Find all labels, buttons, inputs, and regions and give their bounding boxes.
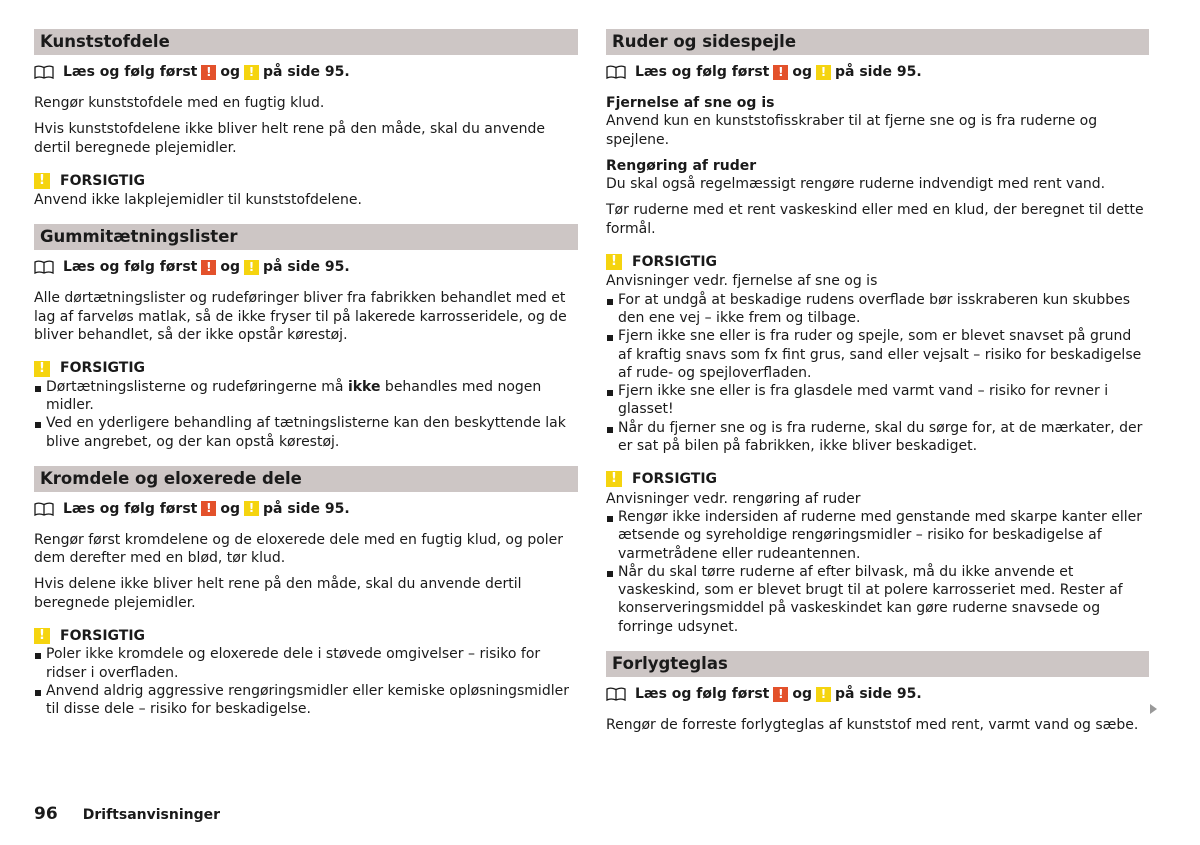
book-icon bbox=[606, 65, 626, 79]
page-number: 96 bbox=[34, 804, 58, 824]
paragraph: Hvis kunststofdelene ikke bliver helt rene på den måde, skal du anvende dertil beregnede plejemidler. bbox=[34, 121, 545, 156]
chapter-title: Driftsanvisninger bbox=[82, 807, 221, 823]
right-column bbox=[606, 29, 1149, 734]
warning-label: FORSIGTIG bbox=[60, 172, 146, 189]
danger-badge-icon: ! bbox=[201, 260, 216, 275]
see-reference bbox=[606, 685, 1149, 703]
warning-list bbox=[34, 645, 578, 718]
paragraph: Anvend kun en kunststofisskraber til at fjerne sne og is fra ruderne og spejlene. bbox=[606, 113, 1098, 148]
warning-text: Anvend ikke lakplejemidler til kunststofdelene. bbox=[34, 192, 362, 209]
see-reference-post: på side 95. bbox=[263, 259, 350, 276]
warning-title bbox=[34, 359, 578, 377]
see-reference-pre: Læs og følg først bbox=[63, 64, 198, 80]
book-icon bbox=[34, 65, 54, 79]
warning-badge-icon: ! bbox=[816, 687, 831, 702]
see-reference bbox=[34, 63, 578, 81]
warning-box bbox=[34, 359, 578, 450]
see-reference-post: på side 95. bbox=[263, 64, 350, 80]
section-heading-ruder-og-sidespejle: Ruder og sidespejle bbox=[606, 29, 1149, 55]
list-item-text: behandles med nogen midler. bbox=[46, 378, 542, 413]
emphasis-text: ikke bbox=[347, 378, 381, 395]
warning-exclamation-icon: ! bbox=[34, 361, 50, 377]
warning-list bbox=[606, 291, 1149, 456]
see-reference-mid: og bbox=[220, 64, 240, 80]
list-item: Fjern ikke sne eller is fra glasdele med varmt vand – risiko for revner i glasset! bbox=[606, 382, 1149, 419]
paragraph: Hvis delene ikke bliver helt rene på den måde, skal du anvende dertil beregnede plejemidler. bbox=[34, 576, 522, 611]
warning-exclamation-icon: ! bbox=[34, 628, 50, 644]
see-reference-mid: og bbox=[220, 259, 240, 276]
left-column bbox=[34, 29, 578, 719]
book-icon bbox=[34, 502, 54, 516]
see-reference-pre: Læs og følg først bbox=[63, 500, 198, 517]
see-reference-post: på side 95. bbox=[263, 500, 350, 517]
warning-intro: Anvisninger vedr. rengøring af ruder bbox=[606, 490, 861, 507]
warning-label: FORSIGTIG bbox=[60, 628, 146, 645]
warning-list bbox=[606, 508, 1149, 636]
warning-list bbox=[34, 378, 578, 451]
page-footer bbox=[34, 804, 220, 824]
danger-badge-icon: ! bbox=[201, 501, 216, 516]
paragraph: Alle dørtætningslister og rudeføringer bliver fra fabrikken behandlet med et lag af farveløs matlak, så de ikke fryser til på lakerede karrosseridele, og de bliver behandlet, så der ikke opstår kørestøj. bbox=[34, 290, 567, 344]
warning-label: FORSIGTIG bbox=[632, 471, 718, 488]
warning-label: FORSIGTIG bbox=[60, 360, 146, 377]
list-item: Anvend aldrig aggressive rengøringsmidler eller kemiske opløsningsmidler til disse dele – risiko for beskadigelse. bbox=[34, 682, 578, 719]
see-reference bbox=[34, 258, 578, 276]
warning-title bbox=[34, 172, 578, 190]
see-reference-post: på side 95. bbox=[835, 64, 922, 80]
see-reference-pre: Læs og følg først bbox=[63, 259, 198, 276]
see-reference bbox=[606, 63, 1149, 81]
next-page-arrow-icon bbox=[1150, 704, 1157, 714]
warning-intro: Anvisninger vedr. fjernelse af sne og is bbox=[606, 273, 878, 290]
warning-box bbox=[34, 627, 578, 718]
paragraph: Rengør kunststofdele med en fugtig klud. bbox=[34, 95, 325, 111]
danger-badge-icon: ! bbox=[773, 687, 788, 702]
warning-title bbox=[34, 627, 578, 645]
see-reference-mid: og bbox=[220, 500, 240, 517]
list-item: For at undgå at beskadige rudens overflade bør isskraberen kun skubbes den ene vej – ikke frem og tilbage. bbox=[606, 291, 1149, 328]
paragraph: Du skal også regelmæssigt rengøre ruderne indvendigt med rent vand. bbox=[606, 176, 1106, 193]
list-item-text: Dørtætningslisterne og rudeføringerne må bbox=[46, 378, 348, 395]
see-reference-mid: og bbox=[792, 64, 812, 80]
section-heading-gummitaetningslister: Gummitætningslister bbox=[34, 224, 578, 250]
section-heading-kunststofdele: Kunststofdele bbox=[34, 29, 578, 55]
warning-exclamation-icon: ! bbox=[606, 254, 622, 270]
warning-exclamation-icon: ! bbox=[606, 471, 622, 487]
list-item: Rengør ikke indersiden af ruderne med genstande med skarpe kanter eller ætsende og syreholdige rengøringsmidler – risiko for beskadigelse af varmetrådene eller rudeantennen. bbox=[606, 508, 1149, 563]
warning-badge-icon: ! bbox=[244, 65, 259, 80]
subheading: Fjernelse af sne og is bbox=[606, 95, 775, 111]
warning-exclamation-icon: ! bbox=[34, 173, 50, 189]
list-item: Poler ikke kromdele og eloxerede dele i støvede omgivelser – risiko for ridser i overfladen. bbox=[34, 645, 578, 682]
book-icon bbox=[34, 260, 54, 274]
book-icon bbox=[606, 687, 626, 701]
list-item: Fjern ikke sne eller is fra ruder og spejle, som er blevet snavset på grund af kraftig snavs som fx fint grus, sand eller vejsalt – risiko for beskadigelse af rude- og spejloverfladen. bbox=[606, 327, 1149, 382]
paragraph: Rengør de forreste forlygteglas af kunststof med rent, varmt vand og sæbe. bbox=[606, 717, 1139, 734]
danger-badge-icon: ! bbox=[773, 65, 788, 80]
warning-badge-icon: ! bbox=[244, 501, 259, 516]
see-reference-pre: Læs og følg først bbox=[635, 686, 770, 703]
list-item: Ved en yderligere behandling af tætningslisterne kan den beskyttende lak blive angrebet, og der kan opstå kørestøj. bbox=[34, 414, 578, 451]
see-reference-post: på side 95. bbox=[835, 686, 922, 703]
see-reference-pre: Læs og følg først bbox=[635, 64, 770, 80]
section-heading-forlygteglas: Forlygteglas bbox=[606, 651, 1149, 677]
warning-box bbox=[606, 253, 1149, 455]
list-item: Når du fjerner sne og is fra ruderne, skal du sørge for, at de mærkater, der er sat på bilen på fabrikken, ikke bliver beskadiget. bbox=[606, 419, 1149, 456]
section-heading-kromdele: Kromdele og eloxerede dele bbox=[34, 466, 578, 492]
warning-title bbox=[606, 253, 1149, 271]
list-item bbox=[34, 378, 578, 415]
paragraph: Rengør først kromdelene og de eloxerede dele med en fugtig klud, og poler dem derefter med en blød, tør klud. bbox=[34, 531, 564, 567]
warning-badge-icon: ! bbox=[816, 65, 831, 80]
subheading: Rengøring af ruder bbox=[606, 157, 757, 174]
see-reference-mid: og bbox=[792, 686, 812, 703]
warning-badge-icon: ! bbox=[244, 260, 259, 275]
warning-box bbox=[34, 172, 578, 210]
list-item: Når du skal tørre ruderne af efter bilvask, må du ikke anvende et vaskeskind, som er blevet brugt til at polere karrosseriet med. Rester af konserveringsmiddel på vaskeskindet kan gøre ruderne snavsede og forringe udsynet. bbox=[606, 563, 1149, 636]
warning-label: FORSIGTIG bbox=[632, 254, 718, 271]
warning-title bbox=[606, 470, 1149, 488]
warning-box bbox=[606, 470, 1149, 636]
see-reference bbox=[34, 500, 578, 518]
paragraph: Tør ruderne med et rent vaskeskind eller med en klud, der beregnet til dette formål. bbox=[606, 202, 1144, 237]
danger-badge-icon: ! bbox=[201, 65, 216, 80]
